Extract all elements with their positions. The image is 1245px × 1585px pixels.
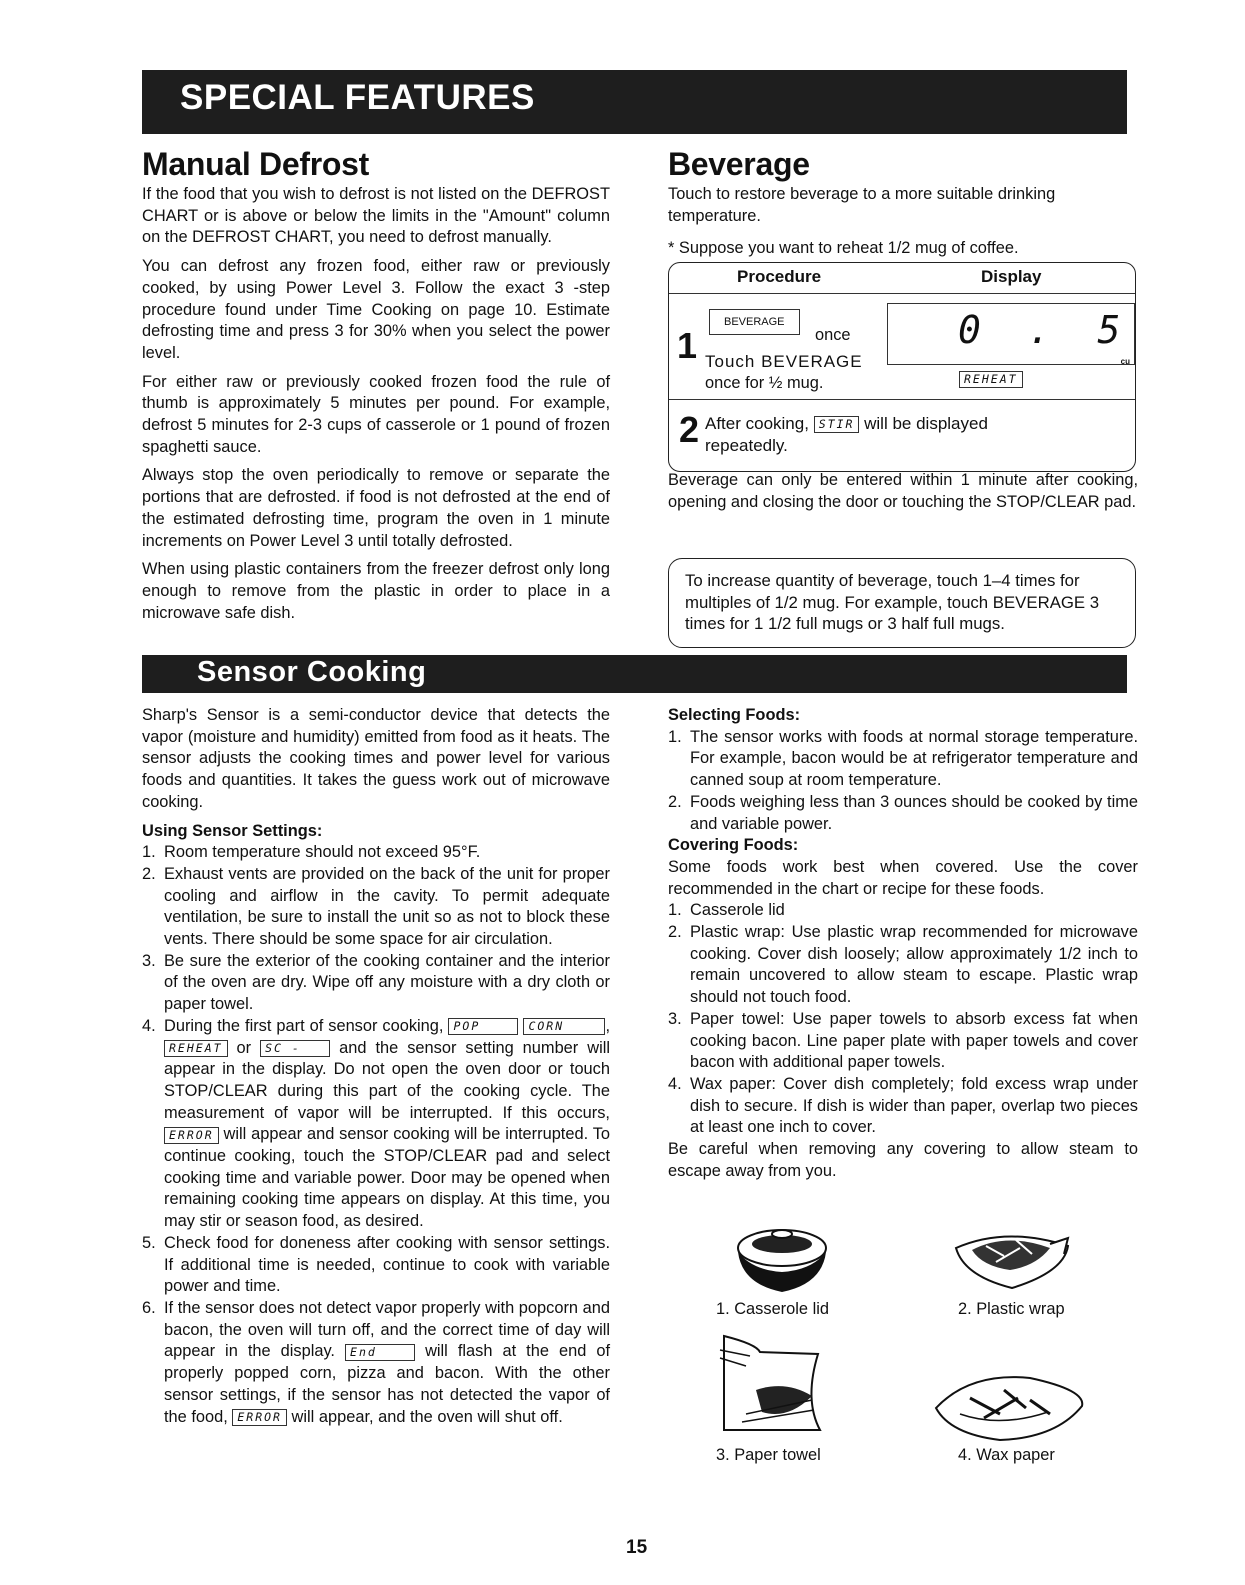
beverage-heading: Beverage	[668, 146, 810, 182]
paper-towel-illustration	[716, 1330, 836, 1442]
item-number: 4.	[668, 1074, 682, 1093]
item-number: 3.	[142, 951, 156, 970]
item-number: 1.	[668, 901, 682, 920]
item-text: Be sure the exterior of the cooking container and the interior of the oven are dry. Wipe off any moisture with a dry cloth or paper towel.	[164, 951, 610, 1014]
error-label: ERROR	[164, 1127, 219, 1144]
item-text: will appear, and the oven will shut off.	[291, 1407, 563, 1426]
paragraph: You can defrost any frozen food, either raw or previously cooked, by using Power Level 3. Follow the exact 3 -step procedure found under Time Cooking on page 10. Estimate defrosting time and press 3 for 30% when you select the power level.	[142, 257, 610, 362]
step-2-pre: After cooking,	[705, 414, 809, 433]
step-2-post: will be displayed	[864, 414, 988, 433]
item-number: 5.	[142, 1233, 156, 1252]
list-item	[142, 1233, 610, 1298]
beverage-intro: Touch to restore beverage to a more suitable drinking temperature.	[668, 185, 1056, 225]
covering-intro: Some foods work best when covered. Use the cover recommended in the chart or recipe for these foods.	[668, 857, 1138, 898]
step-1-line1: Touch BEVERAGE	[705, 352, 863, 371]
reheat-indicator	[959, 371, 1023, 389]
pop-label: POP	[448, 1018, 518, 1035]
display-header: Display	[981, 267, 1042, 286]
step-2-text	[705, 413, 1125, 456]
reheat-label: REHEAT	[164, 1040, 228, 1057]
item-text: or	[236, 1038, 252, 1057]
list-item	[668, 900, 1138, 922]
item-number: 1.	[668, 727, 682, 746]
step-2-number: 2	[679, 409, 700, 450]
corn-label: CORN	[523, 1018, 605, 1035]
beverage-procedure-box	[668, 262, 1136, 472]
item-text: The sensor works with foods at normal storage temperature. For example, bacon would be at refrigerator temperature and canned soup at room temperature.	[690, 727, 1138, 790]
covering-foods-list	[668, 900, 1138, 1139]
item-number: 6.	[142, 1298, 156, 1317]
item-text: Exhaust vents are provided on the back of the unit for proper cooling and airflow in the cavity. To permit adequate ventilation, be sure to install the unit so as not to block these vents. There should be some space for air circulation.	[164, 864, 610, 949]
item-text: will appear and sensor cooking will be interrupted. To continue cooking, touch the STOP/CLEAR pad and select cooking time and variable power. Door may be opened when remaining cooking time appears on display. At this time, you may stir or season food, as desired.	[164, 1125, 611, 1231]
item-text: During the first part of sensor cooking,	[164, 1016, 444, 1035]
header-divider	[669, 293, 1135, 294]
caption-casserole-lid: 1. Casserole lid	[716, 1300, 829, 1318]
step-1-line2: once for ½ mug.	[705, 374, 824, 392]
stir-label: STIR	[814, 416, 860, 433]
using-sensor-heading: Using Sensor Settings:	[142, 821, 323, 840]
paragraph: For either raw or previously cooked frozen food the rule of thumb is approximately 5 minutes per pound. For example, defrost 5 minutes for 2-3 cups of casserole or 1 pound of frozen spaghetti sauce.	[142, 372, 610, 456]
reheat-label: REHEAT	[959, 371, 1023, 388]
item-text: Wax paper: Cover dish completely; fold excess wrap under dish to secure. If dish is wider than paper, overlap two pieces at least one inch to cover.	[690, 1074, 1138, 1137]
item-number: 4.	[142, 1016, 156, 1035]
paragraph: When using plastic containers from the freezer defrost only long enough to remove from the plastic in order to place in a microwave safe dish.	[142, 560, 610, 622]
item-text: Room temperature should not exceed 95°F.	[164, 843, 481, 862]
list-item	[668, 1009, 1138, 1074]
item-number: 2.	[142, 864, 156, 883]
procedure-header: Procedure	[737, 267, 822, 286]
beverage-bullet: * Suppose you want to reheat 1/2 mug of coffee.	[668, 239, 1019, 257]
lcd-unit: cu	[1120, 357, 1130, 366]
item-text: If the sensor does not detect vapor properly with popcorn and bacon, the oven will turn off, and the correct time of day will appear in the display.	[164, 1298, 610, 1361]
sensor-cooking-banner	[142, 655, 1127, 693]
manual-defrost-heading: Manual Defrost	[142, 146, 369, 182]
list-item	[668, 727, 1138, 792]
paragraph: Beverage can only be entered within 1 minute after cooking, opening and closing the door or touching the STOP/CLEAR pad.	[668, 471, 1138, 511]
item-text: Casserole lid	[690, 901, 785, 920]
beverage-after	[668, 470, 1138, 520]
list-item	[142, 1298, 610, 1428]
list-item: 4. During the first part of sensor cooking, POP CORN , REHEAT or SC - and the sensor setting number will appear in the display. Do not open the oven door or touch STOP/CLEAR during this part of the cooking cycle. The measurement of vapor will be interrupted. If this occurs, ERROR will appear and sensor cooking will be interrupted. To continue cooking, touch the STOP/CLEAR pad and select cooking time and variable power. Door may be opened when remaining cooking time appears on display. At this time, you may stir or season food, as desired.	[142, 1016, 611, 1231]
using-sensor-list	[142, 842, 610, 1428]
item-text: and the sensor setting number will appear in the display. Do not open the oven door or touch STOP/CLEAR during this part of the cooking cycle. The measurement of vapor will be interrupted. If this occurs,	[164, 1038, 611, 1122]
step-divider	[669, 399, 1135, 400]
step-2-line2: repeatedly.	[705, 435, 788, 455]
item-number: 2.	[668, 792, 682, 811]
step-1-number: 1	[677, 325, 698, 366]
item-number: 2.	[668, 923, 682, 942]
covering-outro: Be careful when removing any covering to allow steam to escape away from you.	[668, 1140, 1138, 1180]
lcd-value: 0 . 5	[958, 308, 1133, 352]
item-text: Check food for doneness after cooking with sensor settings. If additional time is needed, continue to cook with variable power and time.	[164, 1233, 610, 1296]
casserole-lid-illustration	[722, 1222, 852, 1304]
item-text: Foods weighing less than 3 ounces should be cooked by time and variable power.	[690, 792, 1138, 833]
caption-paper-towel: 3. Paper towel	[716, 1446, 821, 1464]
lcd-display	[887, 303, 1135, 365]
step-1-once: once	[815, 326, 851, 344]
sensor-right-column	[668, 705, 1138, 1182]
item-number: 3.	[668, 1009, 682, 1028]
covering-foods-heading: Covering Foods:	[668, 836, 799, 855]
end-label: End	[345, 1344, 415, 1361]
sc-label: SC -	[260, 1040, 330, 1057]
paragraph: If the food that you wish to defrost is not listed on the DEFROST CHART or is above or below the limits in the "Amount" column on the DEFROST CHART, you need to defrost manually.	[142, 185, 610, 247]
list-item	[142, 842, 610, 864]
caption-wax-paper: 4. Wax paper	[958, 1446, 1055, 1464]
manual-defrost-body	[142, 184, 610, 631]
selecting-foods-heading: Selecting Foods:	[668, 706, 801, 724]
plastic-wrap-illustration	[946, 1226, 1076, 1298]
paragraph: Always stop the oven periodically to remove or separate the portions that are defrosted. if food is not defrosted at the end of the estimated defrosting time, program the oven in 1 minute increments on Power Level 3 until totally defrosted.	[142, 466, 610, 550]
caption-plastic-wrap: 2. Plastic wrap	[958, 1300, 1065, 1318]
item-text: will flash at the end of properly popped corn, pizza and bacon. With the other sensor settings, if the sensor has not detected the vapor of the food,	[164, 1342, 611, 1426]
list-item	[142, 864, 610, 951]
error-label: ERROR	[232, 1409, 287, 1426]
beverage-note: To increase quantity of beverage, touch 1–4 times for multiples of 1/2 mug. For example, touch BEVERAGE 3 times for 1 1/2 full mugs or 3 half full mugs.	[685, 571, 1100, 634]
list-item	[668, 1074, 1138, 1139]
special-features-banner	[142, 70, 1127, 134]
banner-title: Sensor Cooking	[197, 656, 427, 688]
item-number: 1.	[142, 843, 156, 862]
sensor-intro: Sharp's Sensor is a semi-conductor device that detects the vapor (moisture and humidity) emitted from food as it heats. The sensor adjusts the cooking times and power level for various foods and quantities. It takes the guess work out of microwave cooking.	[142, 706, 610, 811]
list-item	[142, 951, 610, 1016]
page-number: 15	[626, 1537, 648, 1558]
list-item	[668, 792, 1138, 835]
item-text: Paper towel: Use paper towels to absorb excess fat when cooking bacon. Line paper plate with paper towels and cover bacon with additional paper towels.	[690, 1009, 1138, 1072]
selecting-foods-list	[668, 727, 1138, 836]
list-item	[668, 922, 1138, 1009]
item-text: Plastic wrap: Use plastic wrap recommended for microwave cooking. Cover dish loosely; allow approximately 1/2 inch to remain uncovered to allow steam to escape. Plastic wrap should not touch food.	[690, 923, 1138, 1007]
beverage-note-box	[668, 558, 1136, 648]
banner-title: SPECIAL FEATURES	[180, 78, 535, 117]
wax-paper-illustration	[930, 1368, 1090, 1448]
beverage-key: BEVERAGE	[709, 309, 800, 335]
sensor-left-column	[142, 705, 610, 1428]
